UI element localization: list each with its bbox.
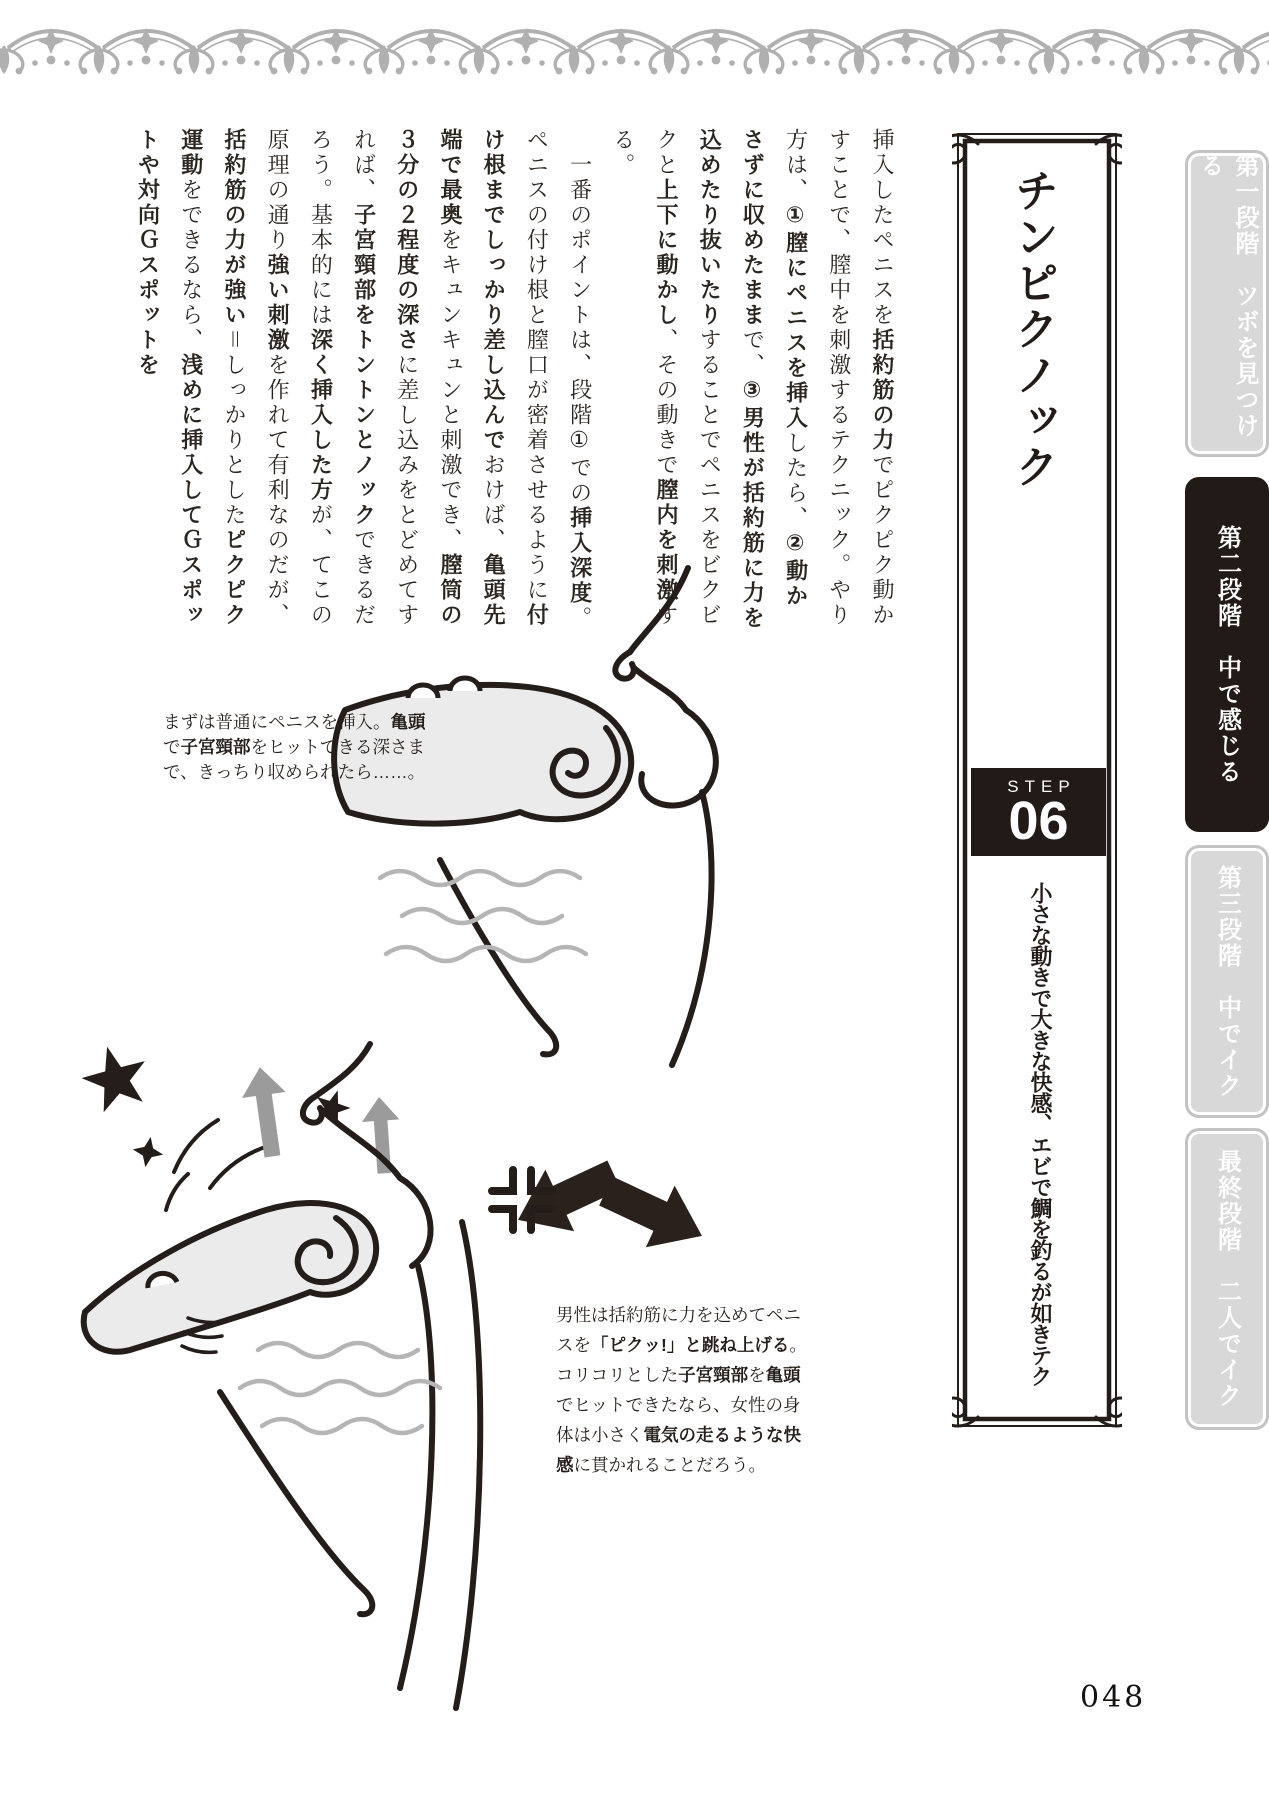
lace-border-ornament-icon	[0, 14, 1269, 80]
wave-lines	[380, 871, 586, 961]
step-badge	[971, 768, 1106, 856]
step-label: STEP	[1007, 777, 1076, 796]
body-paragraph-1: 挿入したペニスを括約筋の力でピクピク動かすことで、膣中を刺激するテクニック。やり方は、①膣にペニスを挿入したら、②動かさずに収めたままで、③男性が括約筋に力を込めたり抜いたりすることでペニスをビクビクと上下に動かし、その動きで膣内を刺激する。	[610, 128, 895, 631]
page-number: 048	[1080, 1680, 1147, 1715]
step-number: 06	[1008, 791, 1069, 851]
stage-tab-1: 第一段階 ツボを見つける	[1185, 150, 1269, 457]
page-subtitle: 小さな動きで大きな快感、エビで鯛を釣るが如きテク	[1028, 882, 1053, 1386]
page-title: チンピクノック	[1008, 168, 1057, 490]
wave-lines	[240, 1343, 440, 1433]
figure-insertion-diagram	[290, 560, 800, 1080]
figure-knock-diagram	[70, 1040, 630, 1720]
stage-tab-2: 第二段階 中で感じる	[1185, 477, 1269, 832]
figure1-caption: まずは普通にペニスを挿入。亀頭で子宮頸部をヒットできる深さまで、きっちり収められたら……。	[163, 712, 426, 782]
anger-mark-icon	[492, 1170, 552, 1230]
figure2-caption: 男性は括約筋に力を込めてペニスを「ピクッ!」と跳ね上げる。コリコリとした子宮頸部を亀頭でヒットできたなら、女性の身体は小さく電気の走るような快感に貫かれることだろう。	[556, 1305, 807, 1475]
body-text	[126, 128, 904, 633]
stage-tab-4: 最終段階 二人でイク	[1185, 1128, 1269, 1430]
impact-stars-icon	[75, 1040, 354, 1170]
body-paragraph-2: 一番のポイントは、段階①での挿入深度。ペニスの付け根と膣口が密着させるように付け根までしっかり差し込んでおけば、亀頭先端で最奥をキュンキュンと刺激でき、膣筒の３分の２程度の深さに差し込みをとどめてすれば、子宮頸部をトントンとノックできるだろう。基本的には深く挿入した方が、てこの原理の通り強い刺激を作れて有利なのだが、括約筋の力が強い＝しっかりとしたピクピク運動をできるなら、浅めに挿入してＧスポットや対向Ｇスポットを	[135, 128, 593, 631]
stage-tab-3: 第三段階 中でイク	[1185, 845, 1269, 1118]
